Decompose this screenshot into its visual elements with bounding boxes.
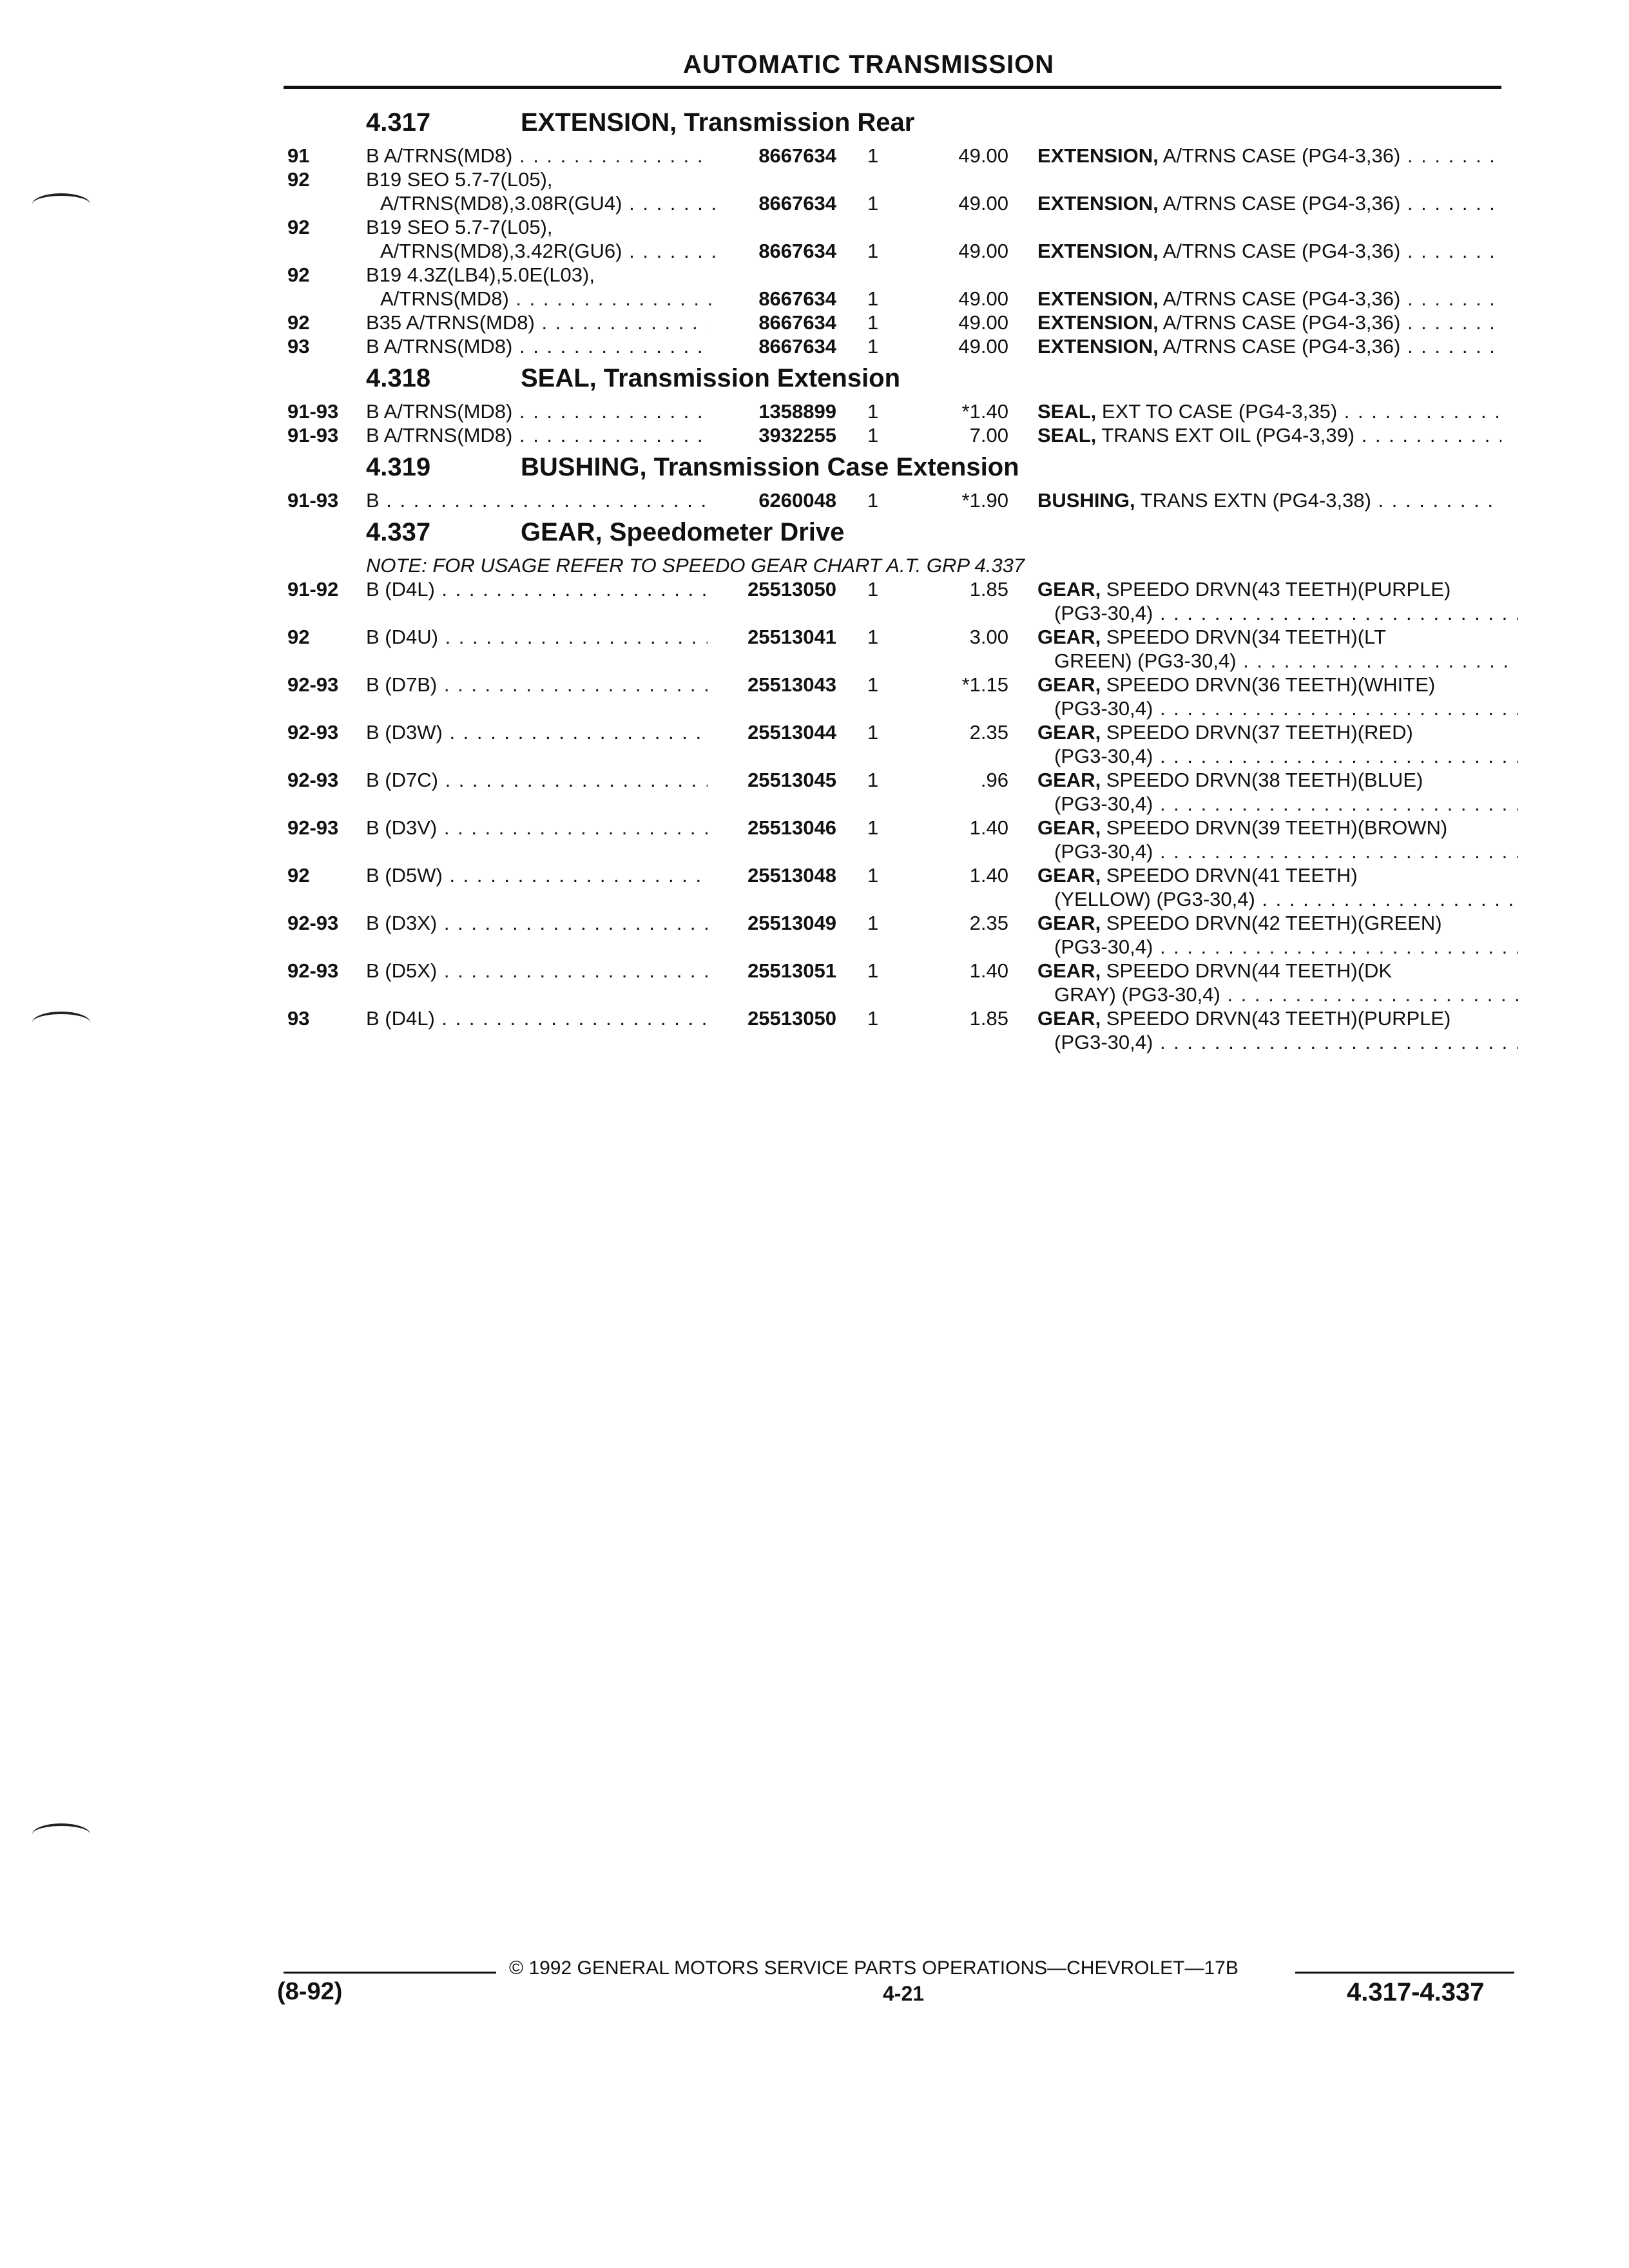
usage-description: B (D4U) . . . (366, 626, 708, 649)
footer-section-range: 4.317-4.337 (1347, 1978, 1485, 2006)
quantity: 1 (867, 311, 879, 334)
table-row (0, 144, 1629, 168)
model-year: 92 (287, 626, 310, 648)
section-heading (366, 108, 914, 137)
part-number: 25513043 (747, 673, 836, 696)
section-number: 4.318 (366, 364, 431, 392)
model-year: 92 (287, 216, 310, 238)
price: 1.40 (969, 959, 1008, 982)
part-name-keyword: EXTENSION, (1037, 335, 1159, 358)
model-year: 93 (287, 1007, 310, 1030)
model-year: 92 (287, 168, 310, 191)
part-name (1054, 888, 1518, 911)
table-row (0, 168, 1629, 191)
part-name-detail: TRANS EXTN (PG4-3,38) (1135, 489, 1371, 512)
table-row (0, 769, 1629, 792)
part-name-keyword: GEAR, (1037, 769, 1101, 791)
part-number: 8667634 (758, 311, 836, 334)
part-name-keyword: EXTENSION, (1037, 311, 1159, 334)
table-row (0, 602, 1629, 625)
usage-description: B19 SEO 5.7-7(L05), (366, 168, 553, 191)
table-row (0, 311, 1629, 334)
usage-description: B (D7B) . . . (366, 673, 708, 697)
footer-page-number: 4-21 (883, 1982, 925, 2005)
part-name-keyword: EXTENSION, (1037, 287, 1159, 310)
usage-description: A/TRNS(MD8),3.42R(GU6) . . . (380, 240, 722, 263)
section-number: 4.319 (366, 453, 431, 481)
price: 1.85 (969, 578, 1008, 601)
table-row (0, 335, 1629, 358)
part-name-detail: SPEEDO DRVN(34 TEETH)(LT (1101, 626, 1386, 648)
section-number: 4.337 (366, 518, 431, 546)
part-name-detail: SPEEDO DRVN(36 TEETH)(WHITE) (1101, 673, 1436, 696)
table-row (0, 864, 1629, 887)
quantity: 1 (867, 489, 879, 512)
part-name (1037, 578, 1501, 601)
part-name (1037, 311, 1501, 334)
table-row (0, 626, 1629, 649)
quantity: 1 (867, 578, 879, 601)
part-name (1037, 240, 1501, 263)
part-name-detail: SPEEDO DRVN(44 TEETH)(DK (1101, 959, 1393, 982)
part-number: 1358899 (758, 400, 836, 423)
part-number: 25513050 (747, 578, 836, 601)
binder-hole-mark (32, 1823, 90, 1845)
quantity: 1 (867, 287, 879, 310)
model-year: 91-93 (287, 400, 339, 423)
part-name-detail: (PG3-30,4) (1054, 936, 1153, 958)
part-name (1037, 626, 1501, 649)
part-number: 25513049 (747, 912, 836, 934)
part-number: 8667634 (758, 144, 836, 167)
part-number: 25513048 (747, 864, 836, 887)
part-name (1037, 400, 1501, 423)
price: 2.35 (969, 912, 1008, 934)
part-name (1054, 983, 1518, 1006)
footer-copyright: © 1992 GENERAL MOTORS SERVICE PARTS OPERATIONS—CHEVROLET—17B (509, 1957, 1239, 1979)
table-row (0, 673, 1629, 697)
model-year: 92 (287, 864, 310, 887)
part-number: 25513044 (747, 721, 836, 744)
part-number: 25513046 (747, 816, 836, 839)
part-name (1037, 959, 1501, 983)
section-title: EXTENSION, Transmission Rear (521, 108, 915, 137)
usage-description: B19 SEO 5.7-7(L05), (366, 216, 553, 238)
part-name (1037, 424, 1501, 447)
usage-description: B A/TRNS(MD8) . . . (366, 400, 708, 423)
section-heading (366, 364, 900, 393)
table-row (0, 240, 1629, 263)
footer-rule-left (284, 1972, 496, 1974)
part-number: 8667634 (758, 335, 836, 358)
footer-date: (8-92) (277, 1978, 343, 2005)
table-row (0, 649, 1629, 673)
model-year: 92-93 (287, 769, 339, 791)
section-title: BUSHING, Transmission Case Extension (521, 453, 1019, 481)
price: 1.85 (969, 1007, 1008, 1030)
part-name-keyword: GEAR, (1037, 578, 1101, 601)
price: 1.40 (969, 864, 1008, 887)
part-name-keyword: EXTENSION, (1037, 240, 1159, 262)
part-name-keyword: GEAR, (1037, 673, 1101, 696)
part-name-detail: (PG3-30,4) (1054, 840, 1153, 863)
usage-description: A/TRNS(MD8) . . . (380, 287, 722, 311)
part-name (1054, 697, 1518, 720)
quantity: 1 (867, 192, 879, 215)
binder-hole-mark (32, 193, 90, 215)
part-name (1037, 144, 1501, 168)
table-row (0, 578, 1629, 601)
price: *1.15 (961, 673, 1008, 696)
part-name-detail: (PG3-30,4) (1054, 745, 1153, 767)
part-name-keyword: EXTENSION, (1037, 192, 1159, 215)
part-name-detail: (PG3-30,4) (1054, 1031, 1153, 1053)
part-number: 8667634 (758, 287, 836, 310)
price: 3.00 (969, 626, 1008, 648)
part-name (1037, 673, 1501, 697)
table-row (0, 936, 1629, 959)
price: .96 (980, 769, 1008, 791)
part-name-keyword: SEAL, (1037, 424, 1097, 447)
part-name (1054, 649, 1518, 673)
usage-description: B (D5X) . . . (366, 959, 708, 983)
part-name-keyword: EXTENSION, (1037, 144, 1159, 167)
table-row (0, 983, 1629, 1006)
part-name-detail: A/TRNS CASE (PG4-3,36) (1158, 311, 1401, 334)
part-name-detail: SPEEDO DRVN(39 TEETH)(BROWN) (1101, 816, 1448, 839)
part-name-keyword: GEAR, (1037, 912, 1101, 934)
part-name-detail: SPEEDO DRVN(38 TEETH)(BLUE) (1101, 769, 1423, 791)
section-title: GEAR, Speedometer Drive (521, 518, 845, 546)
part-name-keyword: SEAL, (1037, 400, 1097, 423)
usage-description: B (D5W) . . . (366, 864, 708, 887)
table-row (0, 400, 1629, 423)
table-row (0, 287, 1629, 311)
part-name-keyword: GEAR, (1037, 864, 1101, 887)
part-name (1037, 864, 1501, 887)
model-year: 91-93 (287, 489, 339, 512)
section-heading (366, 453, 1019, 482)
part-name-keyword: GEAR, (1037, 1007, 1101, 1030)
quantity: 1 (867, 864, 879, 887)
part-number: 3932255 (758, 424, 836, 447)
model-year: 91 (287, 144, 310, 167)
part-number: 8667634 (758, 240, 836, 262)
part-name-detail: A/TRNS CASE (PG4-3,36) (1158, 192, 1401, 215)
quantity: 1 (867, 144, 879, 167)
page-title: AUTOMATIC TRANSMISSION (683, 50, 1055, 79)
price: 49.00 (958, 311, 1008, 334)
part-name-detail: SPEEDO DRVN(43 TEETH)(PURPLE) (1101, 1007, 1451, 1030)
model-year: 91-93 (287, 424, 339, 447)
table-row (0, 888, 1629, 911)
usage-description: B A/TRNS(MD8) . . . (366, 144, 708, 168)
price: 2.35 (969, 721, 1008, 744)
part-name (1037, 721, 1501, 744)
model-year: 91-92 (287, 578, 339, 601)
price: *1.40 (961, 400, 1008, 423)
quantity: 1 (867, 400, 879, 423)
model-year: 92-93 (287, 721, 339, 744)
part-name (1037, 1007, 1501, 1030)
usage-description: A/TRNS(MD8),3.08R(GU4) . . . (380, 192, 722, 215)
table-row (0, 1007, 1629, 1030)
usage-description: B (D4L) . . . (366, 1007, 708, 1030)
part-name (1054, 1031, 1518, 1054)
usage-description: B35 A/TRNS(MD8) . . . (366, 311, 708, 334)
usage-description: B A/TRNS(MD8) . . . (366, 424, 708, 447)
table-row (0, 489, 1629, 512)
part-name-detail: SPEEDO DRVN(42 TEETH)(GREEN) (1101, 912, 1442, 934)
quantity: 1 (867, 673, 879, 696)
part-name (1054, 936, 1518, 959)
part-name-detail: (PG3-30,4) (1054, 793, 1153, 815)
price: 49.00 (958, 240, 1008, 262)
table-row (0, 793, 1629, 816)
table-row (0, 816, 1629, 840)
quantity: 1 (867, 959, 879, 982)
binder-hole-mark (32, 1012, 90, 1033)
part-name-detail: TRANS EXT OIL (PG4-3,39) (1096, 424, 1355, 447)
section-title: SEAL, Transmission Extension (521, 364, 901, 392)
part-name-detail: GRAY) (PG3-30,4) (1054, 983, 1220, 1006)
table-row (0, 264, 1629, 287)
quantity: 1 (867, 912, 879, 934)
table-row (0, 1031, 1629, 1054)
part-name-keyword: GEAR, (1037, 626, 1101, 648)
price: 1.40 (969, 816, 1008, 839)
price: 49.00 (958, 335, 1008, 358)
usage-description: B (D3V) . . . (366, 816, 708, 840)
part-name-detail: (PG3-30,4) (1054, 602, 1153, 624)
part-name-detail: GREEN) (PG3-30,4) (1054, 649, 1237, 672)
model-year: 92-93 (287, 912, 339, 934)
model-year: 92-93 (287, 673, 339, 696)
part-name-detail: EXT TO CASE (PG4-3,35) (1096, 400, 1338, 423)
part-name-keyword: GEAR, (1037, 959, 1101, 982)
part-name-detail: A/TRNS CASE (PG4-3,36) (1158, 240, 1401, 262)
part-name-detail: A/TRNS CASE (PG4-3,36) (1158, 335, 1401, 358)
usage-description: B A/TRNS(MD8) . . . (366, 335, 708, 358)
model-year: 92-93 (287, 816, 339, 839)
price: 7.00 (969, 424, 1008, 447)
part-number: 6260048 (758, 489, 836, 512)
part-name-keyword: GEAR, (1037, 816, 1101, 839)
part-number: 8667634 (758, 192, 836, 215)
section-heading (366, 518, 844, 547)
usage-description: B (D7C) . . . (366, 769, 708, 792)
price: 49.00 (958, 144, 1008, 167)
part-name (1054, 840, 1518, 863)
usage-description: B . . . (366, 489, 708, 512)
part-name-detail: (PG3-30,4) (1054, 697, 1153, 720)
usage-description: B (D3X) . . . (366, 912, 708, 935)
quantity: 1 (867, 1007, 879, 1030)
table-row (0, 697, 1629, 720)
part-name-detail: A/TRNS CASE (PG4-3,36) (1158, 144, 1401, 167)
quantity: 1 (867, 335, 879, 358)
section-note: NOTE: FOR USAGE REFER TO SPEEDO GEAR CHART A.T. GRP 4.337 (366, 554, 1025, 577)
quantity: 1 (867, 424, 879, 447)
section-number: 4.317 (366, 108, 431, 137)
price: 49.00 (958, 192, 1008, 215)
table-row (0, 840, 1629, 863)
model-year: 92-93 (287, 959, 339, 982)
part-name (1037, 192, 1501, 215)
part-name (1037, 287, 1501, 311)
table-row (0, 959, 1629, 983)
table-row (0, 216, 1629, 239)
part-name (1054, 602, 1518, 625)
part-name (1054, 793, 1518, 816)
part-name-detail: SPEEDO DRVN(43 TEETH)(PURPLE) (1101, 578, 1451, 601)
price: 49.00 (958, 287, 1008, 310)
quantity: 1 (867, 769, 879, 791)
quantity: 1 (867, 626, 879, 648)
table-row (0, 192, 1629, 215)
model-year: 93 (287, 335, 310, 358)
footer-rule-right (1295, 1972, 1514, 1974)
part-number: 25513050 (747, 1007, 836, 1030)
part-name (1054, 745, 1518, 768)
part-name-detail: SPEEDO DRVN(37 TEETH)(RED) (1101, 721, 1413, 744)
part-name-detail: A/TRNS CASE (PG4-3,36) (1158, 287, 1401, 310)
price: *1.90 (961, 489, 1008, 512)
model-year: 92 (287, 264, 310, 286)
part-number: 25513041 (747, 626, 836, 648)
table-row (0, 912, 1629, 935)
table-row (0, 721, 1629, 744)
part-name-keyword: GEAR, (1037, 721, 1101, 744)
table-row (0, 745, 1629, 768)
part-name (1037, 335, 1501, 358)
part-name-detail: SPEEDO DRVN(41 TEETH) (1101, 864, 1358, 887)
part-number: 25513051 (747, 959, 836, 982)
usage-description: B19 4.3Z(LB4),5.0E(L03), (366, 264, 595, 286)
part-number: 25513045 (747, 769, 836, 791)
part-name (1037, 912, 1501, 935)
model-year: 92 (287, 311, 310, 334)
part-name-detail: (YELLOW) (PG3-30,4) (1054, 888, 1255, 910)
quantity: 1 (867, 816, 879, 839)
table-row (0, 424, 1629, 447)
part-name (1037, 769, 1501, 792)
usage-description: B (D3W) . . . (366, 721, 708, 744)
part-name (1037, 816, 1501, 840)
part-name (1037, 489, 1501, 512)
quantity: 1 (867, 721, 879, 744)
usage-description: B (D4L) . . . (366, 578, 708, 601)
quantity: 1 (867, 240, 879, 262)
part-name-keyword: BUSHING, (1037, 489, 1135, 512)
